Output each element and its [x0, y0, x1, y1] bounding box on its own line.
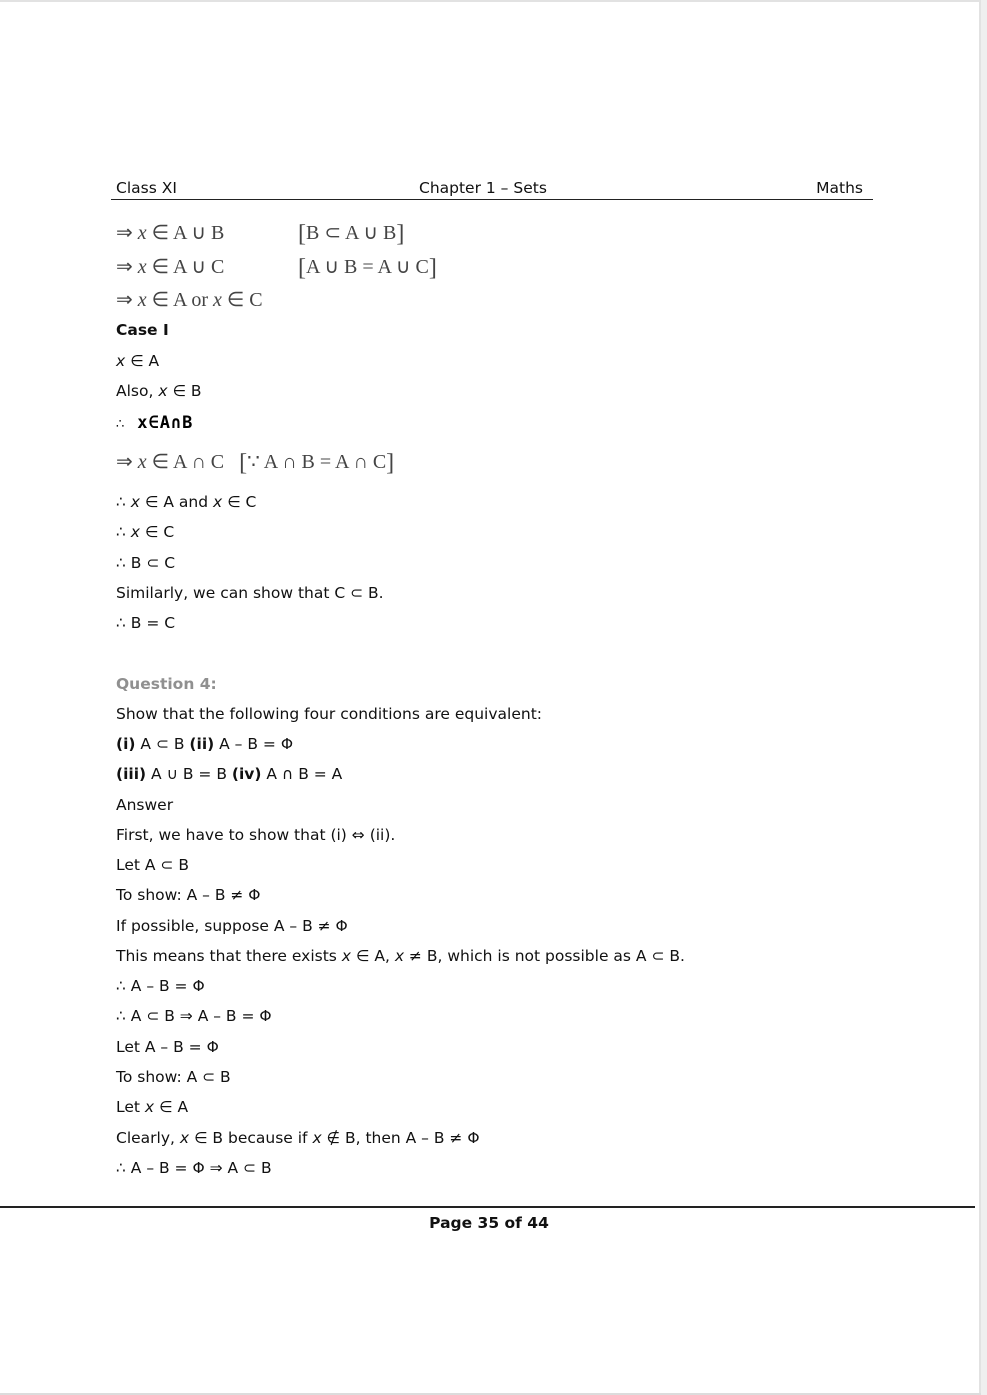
case-line-7: ∴ B ⊂ C — [116, 554, 176, 572]
text: ∈ A and — [139, 493, 213, 511]
implies-symbol: ⇒ — [116, 451, 133, 473]
answer-line-4: If possible, suppose A – B ≠ Φ — [116, 917, 348, 935]
answer-line-6: ∴ A – B = Φ — [116, 977, 205, 995]
proof-reason-1 — [298, 221, 405, 247]
text: ≠ B, which is not possible as A ⊂ B. — [404, 947, 685, 965]
text: ∈ A, — [350, 947, 395, 965]
bracket-open: [ — [298, 255, 306, 281]
condition-label: (ii) — [189, 735, 215, 753]
bracket-close: ] — [428, 255, 437, 281]
header-subject: Maths — [816, 179, 863, 197]
variable: x — [341, 947, 351, 965]
variable: x — [312, 1129, 322, 1147]
implies-symbol: ⇒ — [116, 289, 133, 311]
condition-label: (iv) — [231, 765, 262, 783]
case-line-5 — [116, 492, 256, 512]
question-conditions-1 — [116, 734, 293, 754]
condition-label: (i) — [116, 735, 136, 753]
case-line-2 — [116, 381, 202, 401]
case-line-8: Similarly, we can show that C ⊂ B. — [116, 584, 384, 602]
reason-text: A ∪ B = A ∪ C — [306, 256, 429, 278]
proof-reason-2 — [298, 255, 437, 281]
text: ∈ C — [222, 493, 257, 511]
text: Also, — [116, 382, 159, 400]
bracket-open: [ — [298, 221, 306, 247]
text: ∈ B — [167, 382, 202, 400]
implies-symbol: ⇒ — [116, 222, 133, 244]
therefore-symbol: ∴ — [116, 493, 131, 511]
page-header — [111, 178, 873, 200]
question-label: Question 4: — [116, 675, 217, 693]
answer-line-10 — [116, 1097, 188, 1117]
text: ∈ C — [139, 523, 175, 541]
variable: x — [158, 382, 168, 400]
math-image-text: x∈A∩B — [137, 413, 194, 433]
text: ∈ A — [125, 352, 160, 370]
case-heading: Case I — [116, 321, 169, 339]
answer-line-1: First, we have to show that (i) ⇔ (ii). — [116, 826, 396, 844]
answer-line-5 — [116, 946, 685, 966]
variable: x — [212, 493, 223, 511]
header-class: Class XI — [116, 179, 177, 197]
implies-symbol: ⇒ — [116, 256, 133, 278]
therefore-symbol: ∴ — [116, 523, 131, 541]
expression: ∈ A or — [146, 289, 213, 311]
text: Let — [116, 1098, 145, 1116]
bracket-close: ] — [396, 221, 405, 247]
proof-line-3 — [116, 290, 263, 310]
variable: x — [130, 493, 140, 511]
reason-text: ∵ A ∩ B = A ∩ C — [247, 451, 387, 473]
question-conditions-2 — [116, 764, 342, 784]
variable: x — [144, 1098, 155, 1116]
bracket-close: ] — [386, 450, 395, 476]
answer-line-12: ∴ A – B = Φ ⇒ A ⊂ B — [116, 1159, 272, 1177]
text: Clearly, — [116, 1129, 180, 1147]
case-line-6 — [116, 522, 174, 542]
case-line-1 — [116, 351, 159, 371]
answer-label: Answer — [116, 796, 174, 814]
answer-line-9: To show: A ⊂ B — [116, 1068, 231, 1086]
variable: x — [212, 289, 222, 311]
variable: x — [137, 256, 147, 278]
page-number: Page 35 of 44 — [429, 1214, 549, 1232]
case-line-4 — [116, 450, 395, 476]
therefore-symbol: ∴ — [116, 417, 125, 432]
condition-label: (iii) — [116, 765, 147, 783]
text: ∉ B, then A – B ≠ Φ — [321, 1129, 480, 1147]
case-line-9: ∴ B = C — [116, 614, 176, 632]
text: ∈ B because if — [189, 1129, 313, 1147]
answer-line-11 — [116, 1128, 480, 1148]
proof-line-1 — [116, 223, 224, 243]
expression: ∈ C — [221, 289, 263, 311]
expression: ∈ A ∪ B — [146, 222, 225, 244]
condition-text: A ⊂ B — [135, 735, 190, 753]
variable: x — [137, 222, 147, 244]
variable: x — [130, 523, 140, 541]
variable: x — [394, 947, 404, 965]
variable: x — [137, 451, 147, 473]
variable: x — [137, 289, 147, 311]
variable: x — [116, 352, 126, 370]
proof-line-2 — [116, 257, 224, 277]
answer-line-7: ∴ A ⊂ B ⇒ A – B = Φ — [116, 1007, 272, 1025]
reason-text: B ⊂ A ∪ B — [306, 222, 397, 244]
answer-line-3: To show: A – B ≠ Φ — [116, 886, 261, 904]
footer-divider — [0, 1206, 975, 1208]
text: ∈ A — [154, 1098, 189, 1116]
answer-line-2: Let A ⊂ B — [116, 856, 189, 874]
case-line-3 — [116, 413, 193, 435]
page-border-top — [0, 0, 981, 2]
viewer-gutter — [981, 0, 987, 1395]
bracket-open: [ — [239, 450, 248, 476]
condition-text: A ∪ B = B — [146, 765, 232, 783]
text: This means that there exists — [116, 947, 342, 965]
answer-line-8: Let A – B = Φ — [116, 1038, 219, 1056]
expression: ∈ A ∪ C — [146, 256, 225, 278]
condition-text: A ∩ B = A — [261, 765, 343, 783]
question-text: Show that the following four conditions are equivalent: — [116, 705, 542, 723]
header-chapter: Chapter 1 – Sets — [419, 179, 547, 197]
variable: x — [179, 1129, 190, 1147]
condition-text: A – B = Φ — [214, 735, 294, 753]
expression: ∈ A ∩ C — [146, 451, 225, 473]
